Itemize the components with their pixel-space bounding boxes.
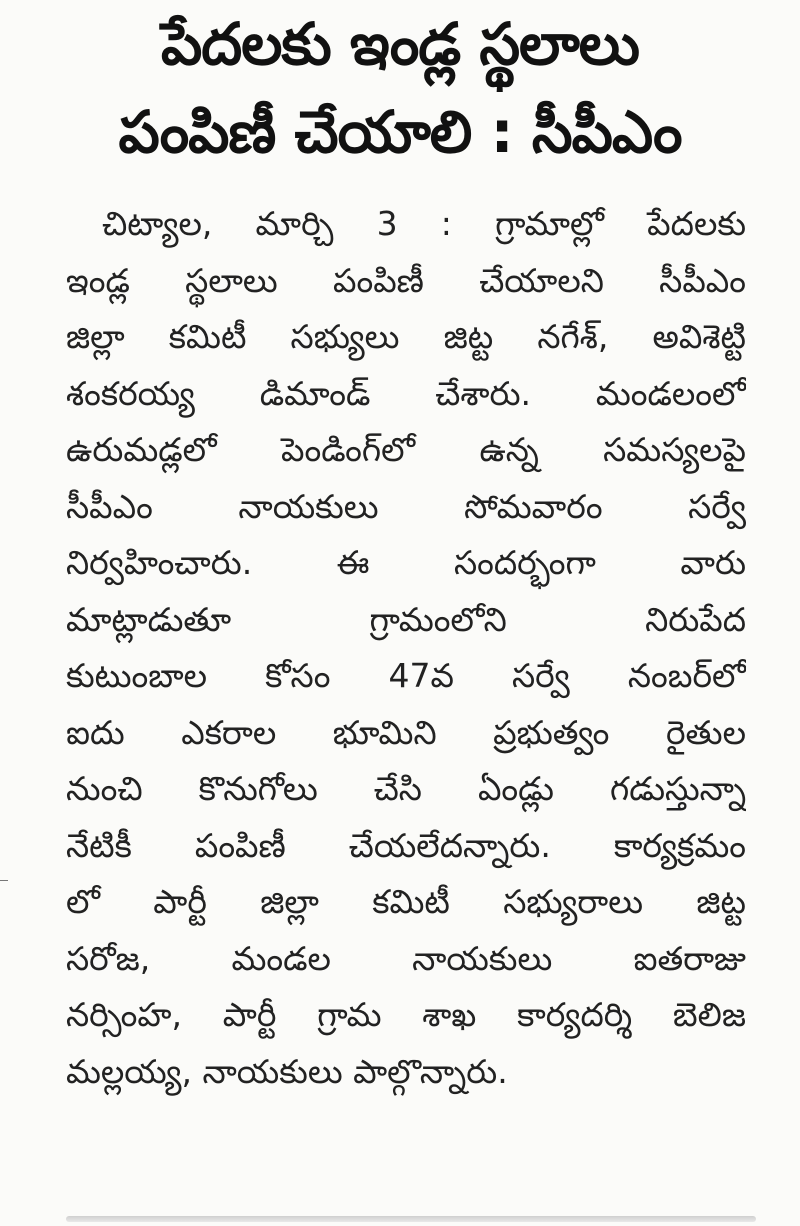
body-line: ఐదు ఎకరాల భూమిని ప్రభుత్వం రైతుల	[66, 712, 746, 752]
body-line: మల్లయ్య, నాయకులు పాల్గొన్నారు.	[66, 1051, 508, 1091]
body-line: సరోజ, మండల నాయకులు ఐతరాజు	[66, 938, 746, 978]
body-line: శంకరయ్య డిమాండ్ చేశారు. మండలంలో	[66, 373, 746, 413]
body-line: సీపీఎం నాయకులు సోమవారం సర్వే	[66, 486, 746, 526]
body-line: ఉరుమడ్లలో పెండింగ్‌లో ఉన్న సమస్యలపై	[66, 430, 746, 469]
column-divider-mark	[0, 880, 8, 881]
headline-line-1: పేదలకు ఇండ్ల స్థలాలు	[161, 10, 639, 78]
body-line: నుంచి కొనుగోలు చేసి ఏండ్లు గడుస్తున్నా	[66, 769, 746, 808]
bottom-rule	[66, 1216, 756, 1222]
body-line: కుటుంబాల కోసం 47వ సర్వే నంబర్‌లో	[66, 656, 746, 695]
headline-line-2: పంపిణీ చేయాలి : సీపీఎం	[118, 98, 682, 166]
body-line: మాట్లాడుతూ గ్రామంలోని నిరుపేద	[66, 599, 746, 639]
body-line: నర్సింహ, పార్టీ గ్రామ శాఖ కార్యదర్శి బెలిజ	[66, 995, 746, 1034]
body-line: లో పార్టీ జిల్లా కమిటీ సభ్యురాలు జిట్ట	[66, 882, 746, 921]
body-line: నిర్వహించారు. ఈ సందర్భంగా వారు	[66, 543, 746, 582]
body-line: నేటికీ పంపిణీ చేయలేదన్నారు. కార్యక్రమం	[66, 825, 746, 865]
body-line: ఇండ్ల స్థలాలు పంపిణీ చేయాలని సీపీఎం	[66, 260, 746, 300]
article-body	[66, 196, 746, 1100]
body-line: జిల్లా కమిటీ సభ్యులు జిట్ట నగేశ్, అవిశెట్టి	[66, 317, 746, 356]
body-line: చిట్యాల, మార్చి 3 : గ్రామాల్లో పేదలకు	[102, 204, 746, 243]
